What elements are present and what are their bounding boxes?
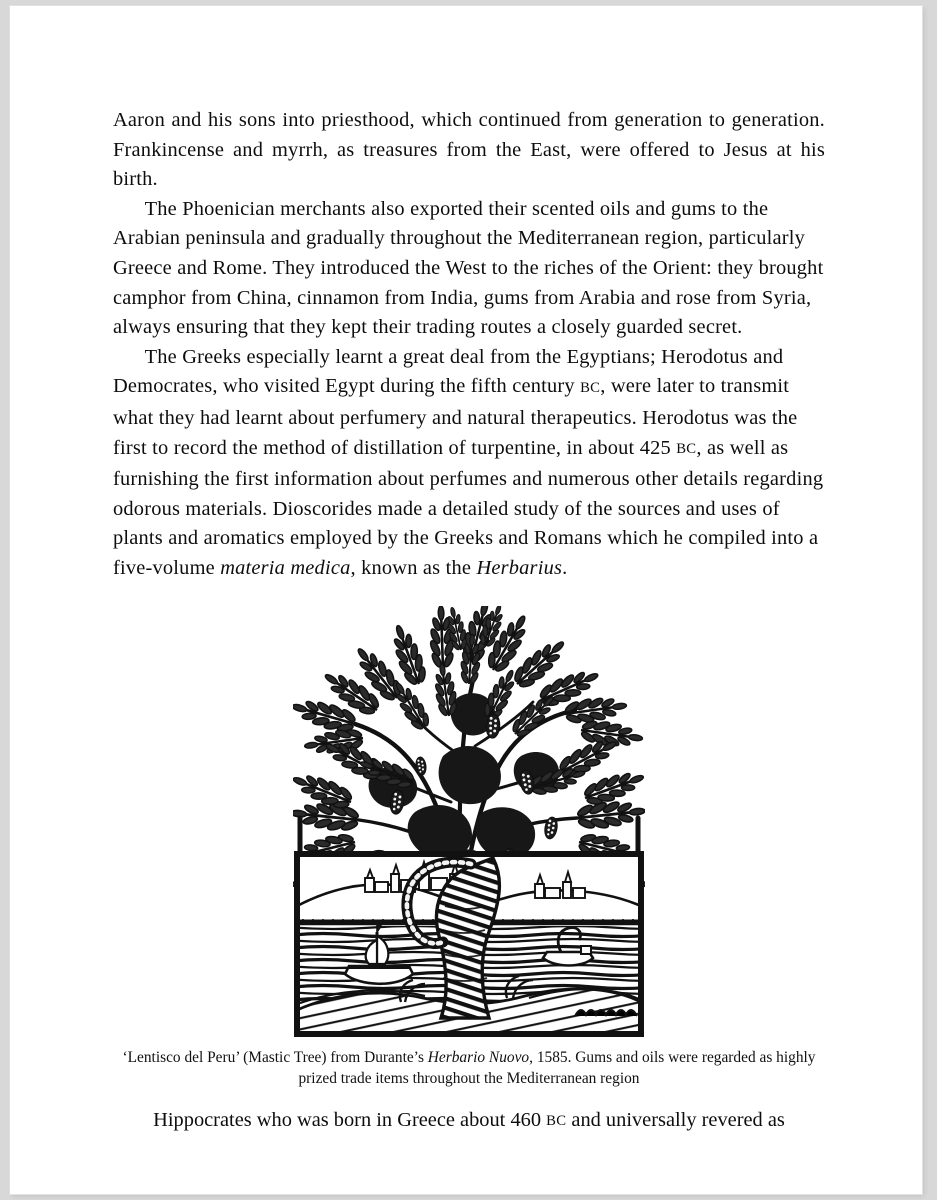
text-run: Hippocrates who was born in Greece about 460 (153, 1108, 547, 1131)
text-run: and universally revered as (566, 1108, 785, 1131)
text-run: Aaron and his sons into priesthood, which continued from generation to generation. Frankincense and myrrh, as treasures from the East, were offered to Jesus at his birth. (113, 109, 825, 191)
small-caps-era-marker: BC (676, 441, 697, 458)
small-caps-era-marker: BC (580, 380, 601, 397)
woodcut-illustration (293, 606, 645, 1038)
paragraph-2 (113, 195, 825, 343)
italic-run: Herbario Nuovo (427, 1048, 530, 1066)
paragraph-1 (113, 106, 825, 195)
text-run: , 1585. Gums and oils were regarded as highly prized trade items throughout the Mediterranean region (298, 1048, 816, 1087)
text-run: The Greeks especially learnt a great deal from the Egyptians; Herodotus and Democrates, who visited Egypt during the fifth century (113, 345, 784, 398)
italic-run: Herbarius (476, 556, 563, 579)
text-run: , known as the (350, 556, 477, 579)
text-run: The Phoenician merchants also exported their scented oils and gums to the Arabian peninsula and gradually throughout the Mediterranean region, particularly Greece and Rome. They introduced the West to the riches of the Orient: they brought camphor from China, cinnamon from India, gums from Arabia and rose from Syria, always ensuring that they kept their trading routes a closely guarded secret. (113, 197, 824, 339)
figure-caption (119, 1047, 819, 1089)
document-page (10, 6, 922, 1194)
figure (113, 606, 825, 1089)
paragraph-3 (113, 343, 825, 584)
italic-run: materia medica (220, 556, 351, 579)
page-text-column (113, 106, 825, 1137)
trailing-text-line (113, 1106, 825, 1138)
text-run: , were later to transmit what they had learnt about perfumery and natural therapeutics. Herodotus was the first to record the method of distillation of turpentine, in about 425 (113, 375, 798, 459)
small-caps-era-marker: BC (546, 1113, 567, 1130)
text-run: ‘Lentisco del Peru’ (Mastic Tree) from Durante’s (122, 1048, 428, 1066)
text-run: . (562, 556, 568, 579)
text-run: , as well as furnishing the first information about perfumes and numerous other details regarding odorous materials. Dioscorides made a detailed study of the sources and uses of plants and aromatics employed by the Greeks and Romans which he compiled into a five-volume (113, 436, 824, 579)
